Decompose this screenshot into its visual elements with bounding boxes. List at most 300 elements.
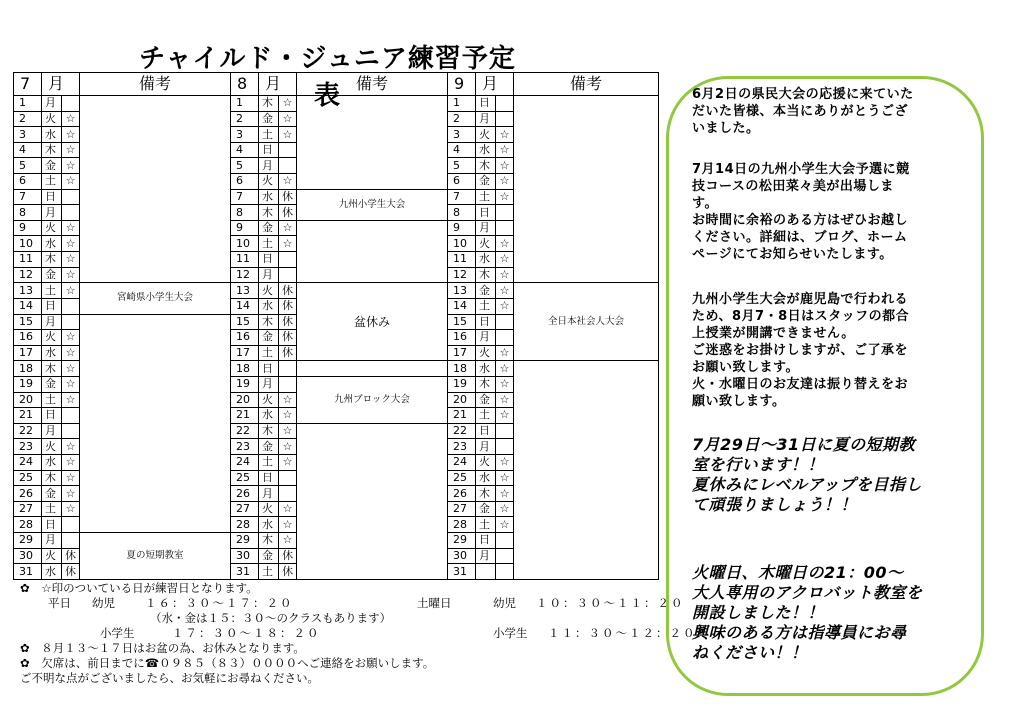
day-cell: 27	[231, 501, 259, 517]
announcement-line: 技コースの松田菜々美が出場しま	[692, 179, 894, 194]
day-cell: 21	[231, 408, 259, 424]
mark-cell: ☆	[62, 376, 80, 392]
note-obon	[20, 641, 305, 656]
note-saturday-infant-label: 幼児	[493, 596, 516, 610]
day-cell: 29	[231, 533, 259, 549]
remarks-cell	[297, 220, 448, 282]
notes	[20, 581, 697, 691]
day-cell: 20	[231, 392, 259, 408]
note-saturday-elem-time: １１：３０～１２：２０	[548, 626, 697, 640]
day-cell: 17	[231, 345, 259, 361]
mark-cell	[62, 205, 80, 221]
flower-bullet-icon: ✿	[20, 641, 30, 655]
note-absence	[20, 656, 434, 671]
remarks-cell: 九州ブロック大会	[297, 376, 448, 423]
mark-cell: ☆	[496, 252, 514, 268]
day-cell: 16	[231, 330, 259, 346]
weekday-cell: 月	[259, 486, 279, 502]
mark-cell: ☆	[496, 189, 514, 205]
flower-bullet-icon: ✿	[20, 581, 30, 595]
announcement-line: 6月2日の県民大会の応援に来ていた	[692, 87, 914, 102]
note-questions: ご不明な点がございましたら、お気軽にお尋ねください。	[20, 671, 319, 685]
mark-cell	[496, 548, 514, 564]
schedule-body	[14, 96, 659, 580]
announcement-line: 上授業が開講できません。	[692, 326, 855, 341]
day-cell: 30	[231, 548, 259, 564]
announcement-line: お願い致します。	[692, 360, 799, 375]
announcement-line: ため、8月7・8日はスタッフの都合	[692, 309, 910, 324]
day-cell: 26	[448, 486, 476, 502]
mark-cell	[496, 96, 514, 112]
day-cell: 2	[448, 111, 476, 127]
remarks-cell	[514, 361, 659, 580]
weekday-cell: 土	[259, 455, 279, 471]
mark-cell: ☆	[279, 517, 297, 533]
remarks-cell: 宮崎県小学生大会	[80, 283, 231, 314]
announcement-summer-class	[692, 435, 977, 515]
weekday-cell: 木	[259, 533, 279, 549]
announcement-line: 願い致します。	[692, 394, 786, 409]
day-cell: 22	[448, 423, 476, 439]
day-cell: 4	[14, 142, 42, 158]
weekday-cell: 木	[42, 252, 62, 268]
note-weekday-sub: （水・金は１５：３０～のクラスもあります）	[150, 611, 392, 625]
weekday-cell: 水	[476, 142, 496, 158]
mark-cell: ☆	[496, 127, 514, 143]
announcement-line: いました。	[692, 121, 760, 136]
weekday-cell: 月	[476, 439, 496, 455]
weekday-cell: 土	[259, 236, 279, 252]
announcement-adult-class	[692, 563, 977, 663]
mark-cell	[496, 111, 514, 127]
mark-cell	[62, 298, 80, 314]
day-cell: 6	[231, 174, 259, 190]
day-cell: 14	[448, 298, 476, 314]
day-cell: 16	[14, 330, 42, 346]
mark-cell	[62, 314, 80, 330]
weekday-cell: 日	[42, 517, 62, 533]
day-cell: 4	[448, 142, 476, 158]
month-8-remarks-header: 備考	[297, 73, 448, 96]
day-cell: 12	[14, 267, 42, 283]
weekday-cell: 日	[259, 252, 279, 268]
remarks-cell: 夏の短期教室	[80, 533, 231, 580]
remarks-cell	[297, 423, 448, 579]
mark-cell	[496, 564, 514, 580]
day-cell: 21	[14, 408, 42, 424]
month-9-unit: 月	[476, 73, 514, 96]
mark-cell: 休	[279, 548, 297, 564]
mark-cell	[496, 423, 514, 439]
day-cell: 11	[14, 252, 42, 268]
day-cell: 25	[231, 470, 259, 486]
weekday-cell: 水	[476, 361, 496, 377]
day-cell: 14	[231, 298, 259, 314]
weekday-cell: 木	[259, 314, 279, 330]
day-cell: 1	[448, 96, 476, 112]
day-cell: 6	[14, 174, 42, 190]
weekday-cell: 火	[259, 283, 279, 299]
mark-cell: ☆	[62, 127, 80, 143]
mark-cell: ☆	[279, 439, 297, 455]
announcement-thanks	[692, 86, 977, 137]
month-7-unit: 月	[42, 73, 80, 96]
announcement-line: 室を行います！！	[692, 455, 825, 474]
weekday-cell: 金	[259, 111, 279, 127]
weekday-cell: 金	[42, 267, 62, 283]
weekday-cell: 水	[42, 127, 62, 143]
weekday-cell: 木	[42, 142, 62, 158]
weekday-cell: 火	[259, 174, 279, 190]
day-cell: 19	[231, 376, 259, 392]
announcement-closure	[692, 291, 977, 410]
day-cell: 8	[14, 205, 42, 221]
day-cell: 5	[231, 158, 259, 174]
mark-cell: ☆	[279, 423, 297, 439]
weekday-cell: 木	[259, 96, 279, 112]
weekday-cell: 木	[476, 158, 496, 174]
announcement-line: 開設しました！！	[692, 603, 825, 622]
day-cell: 14	[14, 298, 42, 314]
mark-cell: ☆	[62, 392, 80, 408]
mark-cell: ☆	[62, 252, 80, 268]
header-row	[14, 73, 659, 96]
weekday-cell: 月	[476, 548, 496, 564]
mark-cell	[62, 533, 80, 549]
day-cell: 12	[448, 267, 476, 283]
day-cell: 19	[14, 376, 42, 392]
remarks-cell	[80, 314, 231, 533]
announcement-line: す。	[692, 196, 718, 211]
mark-cell: ☆	[279, 127, 297, 143]
mark-cell: 休	[279, 189, 297, 205]
day-cell: 24	[14, 455, 42, 471]
day-cell: 18	[448, 361, 476, 377]
mark-cell	[279, 252, 297, 268]
mark-cell	[279, 142, 297, 158]
weekday-cell: 火	[42, 330, 62, 346]
weekday-cell: 日	[476, 96, 496, 112]
announcement-line: ご迷惑をお掛けしますが、ご了承を	[692, 343, 909, 358]
day-cell: 8	[231, 205, 259, 221]
mark-cell: ☆	[496, 361, 514, 377]
day-cell: 3	[14, 127, 42, 143]
weekday-cell: 月	[476, 111, 496, 127]
weekday-cell: 土	[259, 564, 279, 580]
weekday-cell: 水	[476, 470, 496, 486]
weekday-cell: 木	[259, 205, 279, 221]
announcement-line: 7月14日の九州小学生大会予選に競	[692, 162, 910, 177]
day-cell: 29	[14, 533, 42, 549]
weekday-cell: 金	[259, 548, 279, 564]
weekday-cell: 金	[42, 486, 62, 502]
note-weekday-infant-time: １６：３０～１７：２０	[145, 596, 294, 610]
weekday-cell: 水	[259, 408, 279, 424]
weekday-cell: 日	[259, 142, 279, 158]
remarks-cell: 九州小学生大会	[297, 189, 448, 220]
weekday-cell: 日	[259, 470, 279, 486]
table-row	[14, 96, 659, 112]
mark-cell: 休	[279, 345, 297, 361]
day-cell: 30	[14, 548, 42, 564]
day-cell: 19	[448, 376, 476, 392]
flower-bullet-icon: ✿	[20, 656, 30, 670]
mark-cell: ☆	[62, 470, 80, 486]
note-practice-days	[20, 581, 258, 596]
note-text: 欠席は、前日までに☎０９８５（８３）００００へご連絡をお願いします。	[41, 656, 435, 670]
weekday-cell: 月	[259, 267, 279, 283]
mark-cell: ☆	[496, 174, 514, 190]
weekday-cell: 土	[42, 283, 62, 299]
mark-cell: ☆	[496, 267, 514, 283]
weekday-cell: 金	[476, 392, 496, 408]
announcement-line: 火曜日、木曜日の21：00～	[692, 563, 904, 582]
remarks-cell	[514, 96, 659, 283]
mark-cell: ☆	[62, 267, 80, 283]
weekday-cell: 火	[476, 455, 496, 471]
weekday-cell: 木	[476, 267, 496, 283]
weekday-cell: 日	[476, 423, 496, 439]
weekday-cell: 火	[476, 345, 496, 361]
weekday-cell: 火	[476, 127, 496, 143]
weekday-cell: 木	[476, 376, 496, 392]
weekday-cell: 土	[42, 501, 62, 517]
day-cell: 9	[448, 220, 476, 236]
mark-cell: 休	[279, 564, 297, 580]
announcement-line: だいた皆様、本当にありがとうござ	[692, 104, 909, 119]
weekday-cell: 日	[42, 298, 62, 314]
remarks-cell: 盆休み	[297, 283, 448, 361]
weekday-cell: 金	[42, 158, 62, 174]
weekday-cell: 火	[42, 111, 62, 127]
note-saturday-label: 土曜日	[417, 596, 452, 610]
mark-cell	[496, 314, 514, 330]
weekday-cell: 土	[476, 189, 496, 205]
mark-cell: 休	[62, 564, 80, 580]
weekday-cell: 土	[476, 408, 496, 424]
mark-cell: ☆	[496, 345, 514, 361]
mark-cell: 休	[279, 205, 297, 221]
day-cell: 18	[231, 361, 259, 377]
mark-cell: 休	[279, 330, 297, 346]
mark-cell: 休	[279, 298, 297, 314]
mark-cell: ☆	[279, 408, 297, 424]
weekday-cell: 水	[42, 564, 62, 580]
announcement-line: 興味のある方は指導員にお尋	[692, 623, 907, 642]
mark-cell: ☆	[496, 376, 514, 392]
day-cell: 28	[14, 517, 42, 533]
weekday-cell: 金	[476, 501, 496, 517]
mark-cell: ☆	[279, 111, 297, 127]
weekday-cell: 木	[42, 470, 62, 486]
mark-cell: ☆	[62, 486, 80, 502]
day-cell: 4	[231, 142, 259, 158]
day-cell: 26	[14, 486, 42, 502]
day-cell: 13	[14, 283, 42, 299]
day-cell: 22	[231, 423, 259, 439]
day-cell: 1	[231, 96, 259, 112]
announcement-line: 夏休みにレベルアップを目指し	[692, 475, 922, 494]
day-cell: 23	[448, 439, 476, 455]
weekday-cell: 月	[42, 423, 62, 439]
weekday-cell: 月	[476, 220, 496, 236]
mark-cell: ☆	[62, 455, 80, 471]
mark-cell: ☆	[62, 142, 80, 158]
weekday-cell: 火	[42, 220, 62, 236]
day-cell: 29	[448, 533, 476, 549]
mark-cell	[279, 267, 297, 283]
mark-cell: ☆	[62, 111, 80, 127]
weekday-cell	[476, 564, 496, 580]
weekday-cell: 金	[476, 174, 496, 190]
mark-cell	[62, 189, 80, 205]
day-cell: 15	[448, 314, 476, 330]
day-cell: 28	[231, 517, 259, 533]
weekday-cell: 木	[42, 361, 62, 377]
day-cell: 9	[231, 220, 259, 236]
table-row	[14, 283, 659, 299]
weekday-cell: 月	[476, 330, 496, 346]
mark-cell: 休	[62, 548, 80, 564]
day-cell: 23	[14, 439, 42, 455]
weekday-cell: 水	[259, 298, 279, 314]
weekday-cell: 月	[42, 533, 62, 549]
note-text: ☆印のついている日が練習日となります。	[41, 581, 258, 595]
day-cell: 23	[231, 439, 259, 455]
weekday-cell: 水	[259, 189, 279, 205]
announcement-line: て頑張りましょう！！	[692, 495, 858, 514]
day-cell: 20	[14, 392, 42, 408]
weekday-cell: 火	[259, 501, 279, 517]
mark-cell	[279, 158, 297, 174]
weekday-cell: 金	[259, 439, 279, 455]
announcement-line: ねください！！	[692, 643, 808, 662]
mark-cell	[279, 361, 297, 377]
mark-cell: ☆	[62, 158, 80, 174]
weekday-cell: 金	[476, 283, 496, 299]
weekday-cell: 金	[42, 376, 62, 392]
mark-cell: ☆	[496, 517, 514, 533]
weekday-cell: 月	[42, 205, 62, 221]
mark-cell	[496, 205, 514, 221]
mark-cell	[62, 96, 80, 112]
weekday-cell: 水	[259, 517, 279, 533]
day-cell: 2	[14, 111, 42, 127]
day-cell: 27	[14, 501, 42, 517]
weekday-cell: 日	[476, 314, 496, 330]
day-cell: 24	[448, 455, 476, 471]
mark-cell: ☆	[62, 330, 80, 346]
note-weekday-infant-label: 幼児	[92, 596, 115, 610]
announcement-line: 火・水曜日のお友達は振り替えをお	[692, 377, 909, 392]
day-cell: 7	[14, 189, 42, 205]
mark-cell: ☆	[496, 298, 514, 314]
remarks-cell	[80, 96, 231, 283]
announcement-line: ページにてお知らせいたします。	[692, 247, 893, 262]
weekday-cell: 火	[259, 392, 279, 408]
note-text: ８月１３～１７日はお盆の為、お休みとなります。	[41, 641, 305, 655]
day-cell: 10	[448, 236, 476, 252]
mark-cell: ☆	[496, 501, 514, 517]
mark-cell: ☆	[496, 455, 514, 471]
mark-cell	[496, 533, 514, 549]
mark-cell: ☆	[62, 501, 80, 517]
mark-cell: ☆	[62, 174, 80, 190]
weekday-cell: 金	[259, 330, 279, 346]
mark-cell: ☆	[279, 236, 297, 252]
day-cell: 7	[231, 189, 259, 205]
mark-cell: ☆	[496, 486, 514, 502]
day-cell: 15	[14, 314, 42, 330]
day-cell: 8	[448, 205, 476, 221]
mark-cell	[496, 330, 514, 346]
mark-cell: 休	[279, 283, 297, 299]
weekday-cell: 水	[42, 455, 62, 471]
day-cell: 17	[448, 345, 476, 361]
day-cell: 31	[448, 564, 476, 580]
note-weekday-label: 平日	[48, 596, 71, 610]
mark-cell	[279, 470, 297, 486]
weekday-cell: 土	[42, 174, 62, 190]
day-cell: 31	[14, 564, 42, 580]
announcement-line: 九州小学生大会が鹿児島で行われる	[692, 292, 909, 307]
mark-cell: ☆	[279, 392, 297, 408]
mark-cell: ☆	[496, 408, 514, 424]
weekday-cell: 日	[476, 533, 496, 549]
day-cell: 20	[448, 392, 476, 408]
day-cell: 7	[448, 189, 476, 205]
announcement-line: 7月29日～31日に夏の短期教	[692, 435, 916, 454]
day-cell: 22	[14, 423, 42, 439]
mark-cell: ☆	[62, 361, 80, 377]
day-cell: 26	[231, 486, 259, 502]
schedule-table	[13, 72, 659, 580]
day-cell: 28	[448, 517, 476, 533]
day-cell: 18	[14, 361, 42, 377]
day-cell: 5	[14, 158, 42, 174]
weekday-cell: 月	[259, 376, 279, 392]
weekday-cell: 月	[259, 158, 279, 174]
day-cell: 15	[231, 314, 259, 330]
remarks-cell	[297, 361, 448, 377]
weekday-cell: 木	[259, 423, 279, 439]
remarks-cell: 全日本社会人大会	[514, 283, 659, 361]
day-cell: 6	[448, 174, 476, 190]
day-cell: 24	[231, 455, 259, 471]
announcement-line: お時間に余裕のある方はぜひお越し	[692, 213, 909, 228]
day-cell: 25	[448, 470, 476, 486]
day-cell: 10	[14, 236, 42, 252]
day-cell: 16	[448, 330, 476, 346]
mark-cell	[279, 376, 297, 392]
weekday-cell: 土	[42, 392, 62, 408]
mark-cell: ☆	[62, 439, 80, 455]
weekday-cell: 日	[259, 361, 279, 377]
weekday-cell: 木	[476, 486, 496, 502]
note-weekday-elem-time: １７：３０～１８：２０	[172, 626, 321, 640]
mark-cell: ☆	[279, 220, 297, 236]
announcement-kyushu-qualifier	[692, 161, 977, 263]
weekday-cell: 月	[42, 314, 62, 330]
weekday-cell: 火	[476, 236, 496, 252]
mark-cell	[62, 423, 80, 439]
announcement-line: 大人専用のアクロバット教室を	[692, 583, 923, 602]
weekday-cell: 水	[42, 236, 62, 252]
mark-cell: ☆	[496, 283, 514, 299]
weekday-cell: 水	[476, 252, 496, 268]
weekday-cell: 日	[42, 408, 62, 424]
day-cell: 11	[448, 252, 476, 268]
